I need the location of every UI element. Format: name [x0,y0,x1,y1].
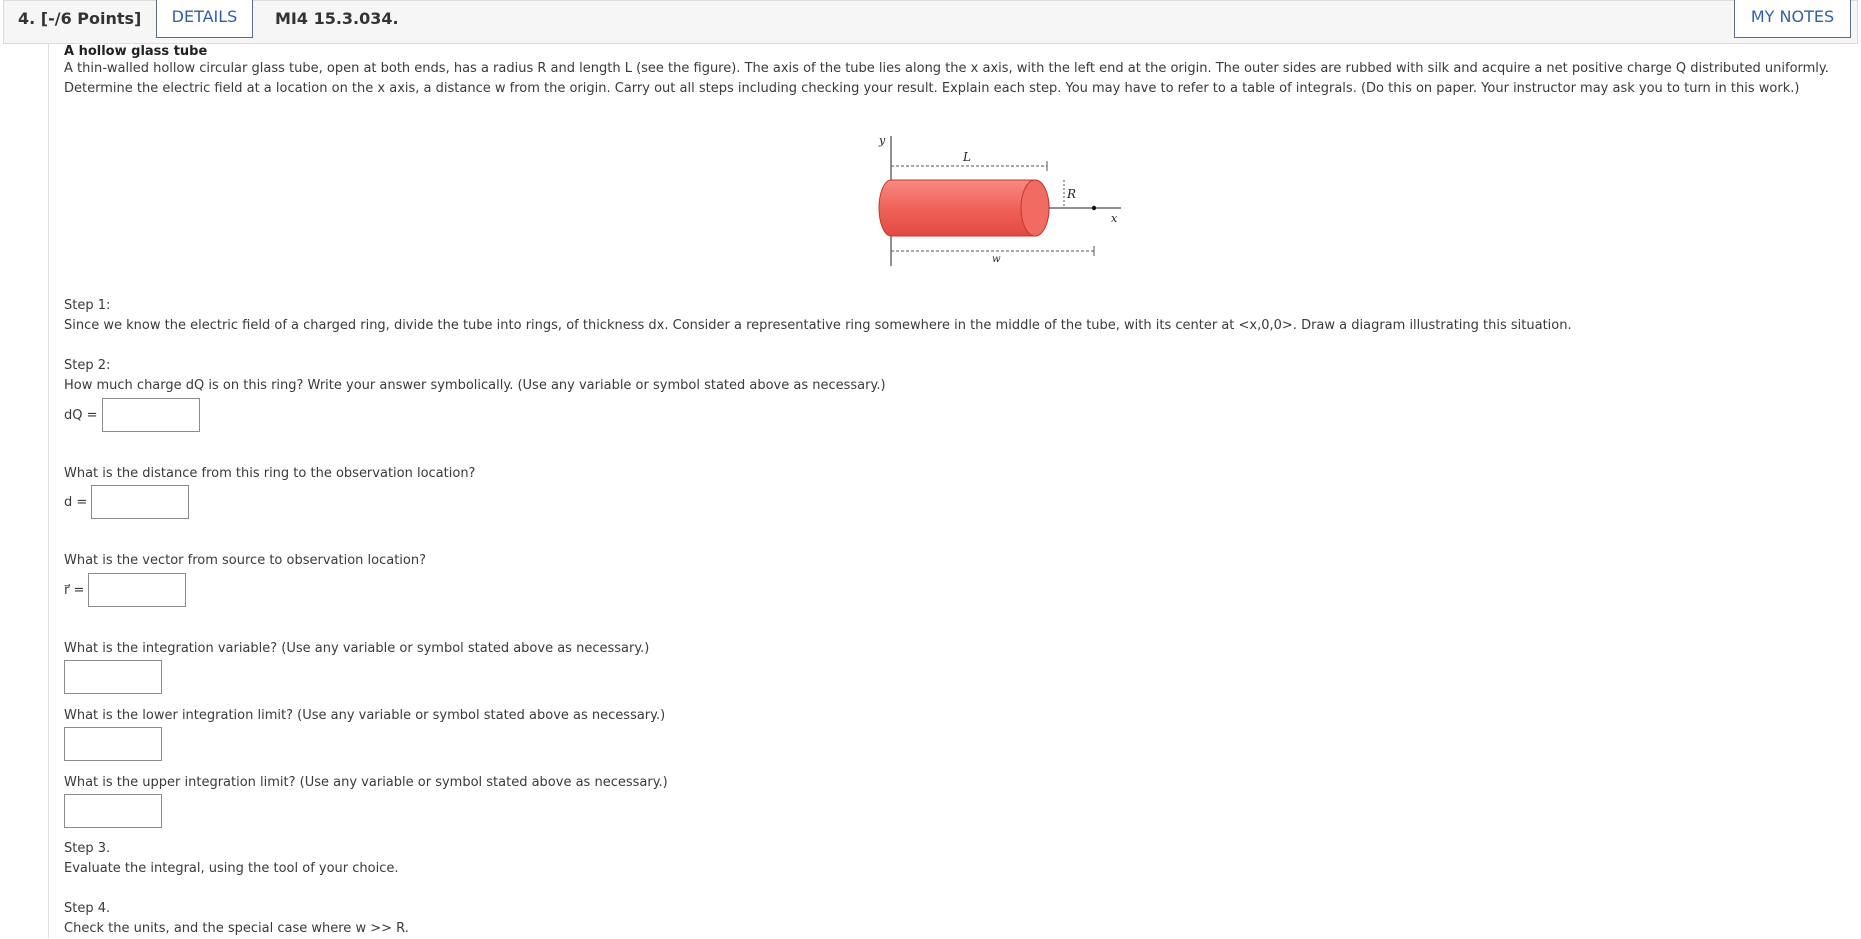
dq-label: dQ = [64,407,98,423]
lower-limit-input[interactable] [64,727,162,761]
problem-body: A thin-walled hollow circular glass tube, open at both ends, has a radius R and length L (see the figure). The axis of the tube lies along the x axis, with the left end at the origin. The outer sides are rubbed with silk and acquire a net positive charge Q distributed uniformly. Determine the electric field at a location on the x axis, a distance w from the origin. Carry out all steps including checking your result. Explain each step. You may have to refer to a table of integrals. (Do this on paper. Your instructor may ask you to turn in this work.) [64,61,1829,96]
step4-heading: Step 4. [64,901,111,916]
integration-variable-question: What is the integration variable? (Use any variable or symbol stated above as necessary.) [64,641,650,656]
r-vector-input[interactable] [88,573,186,607]
d-label: d = [64,494,88,510]
question-header [3,0,1858,44]
d-input[interactable] [91,485,189,519]
length-label: L [963,150,971,164]
radius-label: R [1067,187,1077,201]
y-axis-label: y [879,134,886,147]
distance-label: w [992,254,1001,265]
details-button[interactable]: DETAILS [156,0,253,38]
r-answer-row [64,573,186,607]
hollow-tube-figure [829,128,1149,278]
vector-question: What is the vector from source to observation location? [64,553,427,568]
step2-heading: Step 2: [64,358,111,373]
problem-title: A hollow glass tube [64,44,208,59]
step1-text: Since we know the electric field of a charged ring, divide the tube into rings, of thickness dx. Consider a representative ring somewhere in the middle of the tube, with its center at <x,0,0>. Draw a diagram illustrating this situation. [64,318,1572,333]
my-notes-button[interactable]: MY NOTES [1734,0,1851,38]
step3-heading: Step 3. [64,841,111,856]
question-number: 4. [-/6 Points] [18,9,142,28]
tube-open-end [1021,180,1049,236]
upper-limit-question: What is the upper integration limit? (Use any variable or symbol stated above as necessary.) [64,775,668,790]
r-vector-label: r⃗ = [64,582,85,598]
observation-point [1092,206,1096,210]
question-content [48,44,1859,938]
d-answer-row [64,485,189,519]
question-id: MI4 15.3.034. [275,9,399,28]
step2-charge-question: How much charge dQ is on this ring? Write your answer symbolically. (Use any variable or symbol stated above as necessary.) [64,378,886,393]
x-axis-label: x [1111,212,1118,225]
dq-answer-row [64,398,200,432]
dq-input[interactable] [102,398,200,432]
step4-text: Check the units, and the special case where w >> R. [64,921,409,936]
upper-limit-input[interactable] [64,794,162,828]
integration-variable-input[interactable] [64,660,162,694]
step1-heading: Step 1: [64,298,111,313]
step3-text: Evaluate the integral, using the tool of your choice. [64,861,399,876]
lower-limit-question: What is the lower integration limit? (Use any variable or symbol stated above as necessary.) [64,708,666,723]
distance-question: What is the distance from this ring to the observation location? [64,466,476,481]
